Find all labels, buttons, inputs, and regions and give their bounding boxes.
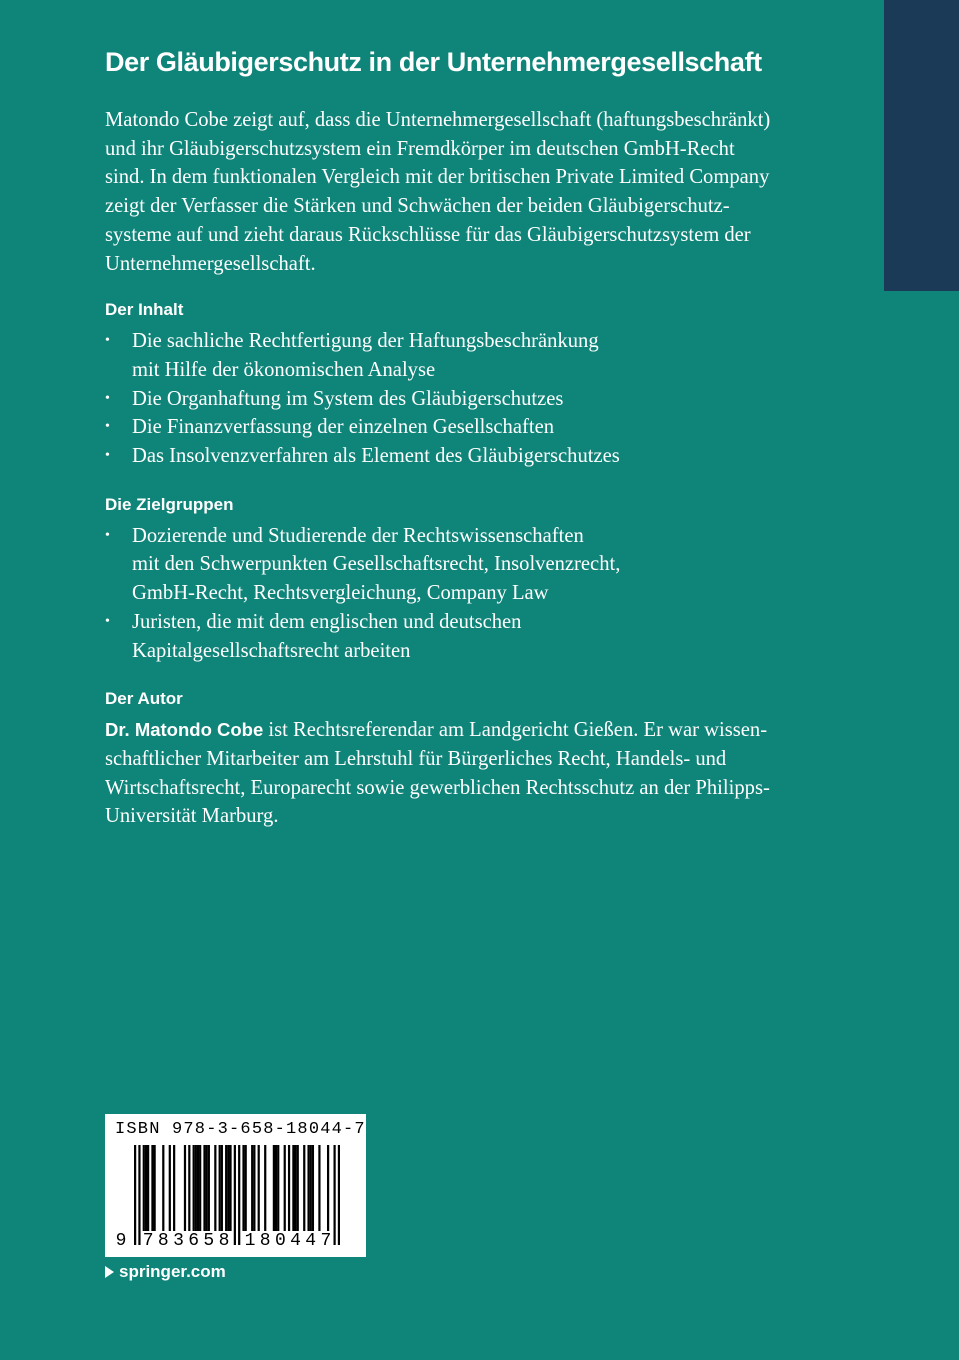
barcode-bar [203, 1145, 205, 1231]
barcode-bar [288, 1145, 290, 1231]
list-item: • Dozierende und Studierende der Rechtswissenschaften mit den Schwerpunkten Gesellschaftsrecht, Insolvenzrecht, GmbH-Recht, Rechtsvergleichung, Company Law [105, 522, 825, 608]
list-item: • Die sachliche Rechtfertigung der Haftungsbeschränkung mit Hilfe der ökonomischen Analyse [105, 327, 825, 384]
inhalt-list [105, 327, 825, 471]
barcode-bar [333, 1145, 335, 1245]
zielgruppen-list [105, 522, 825, 666]
barcode-bar [145, 1145, 147, 1231]
barcode-bar [147, 1145, 149, 1231]
book-title: Der Gläubigerschutz in der Unternehmergesellschaft [105, 47, 762, 77]
barcode-bar [173, 1145, 175, 1231]
barcode-digit: 8 [218, 1231, 230, 1251]
barcode-bar [214, 1145, 216, 1231]
barcode-digit: 7 [142, 1231, 154, 1251]
section-heading-autor: Der Autor [105, 689, 183, 709]
barcode-digit: 1 [244, 1231, 256, 1251]
barcode-bar [251, 1145, 253, 1231]
intro-paragraph: Matondo Cobe zeigt auf, dass die Unternehmergesellschaft (haftungsbeschränkt) und ihr Gläubigerschutzsystem ein Fremdkörper im deutschen GmbH-Recht sind. In dem funktionalen Vergleich mit der britischen Private Limited Company zeigt der Verfasser die Stärken und Schwächen der beiden Gläubigerschutz- systeme auf und zieht daraus Rückschlüsse für das Gläubigerschutzsystem der Unternehmergesellschaft. [105, 109, 771, 275]
barcode-bar [292, 1145, 294, 1231]
barcode-digit: 3 [173, 1231, 184, 1251]
barcode-bar [264, 1145, 266, 1231]
barcode-bar [154, 1145, 156, 1231]
barcode-bar [195, 1145, 197, 1231]
barcode-bar [338, 1145, 340, 1245]
section-heading-zielgruppen: Die Zielgruppen [105, 494, 234, 514]
barcode-bar [227, 1145, 229, 1231]
section-heading-inhalt: Der Inhalt [105, 300, 184, 320]
barcode-bar [193, 1145, 195, 1231]
barcode-bar [188, 1145, 190, 1231]
barcode-bar [294, 1145, 296, 1231]
author-bio-text: ist Rechtsreferendar am Landgericht Gießen. Er war wissen- schaftlicher Mitarbeiter am Lehrstuhl für Bürgerliches Recht, Handels- und Wirtschaftsrecht, Europarecht sowie gewerblichen Rechtsschutz an der Philipps- Universität Marburg. [105, 719, 770, 828]
author-name: Dr. Matondo Cobe [105, 719, 264, 741]
springer-link-text[interactable]: springer.com [119, 1262, 226, 1281]
barcode-bar [234, 1145, 236, 1245]
barcode-bar [184, 1145, 186, 1231]
barcode-bar [273, 1145, 275, 1231]
list-item: • Die Organhaftung im System des Gläubigerschutzes [105, 385, 825, 414]
barcode-bars [134, 1145, 340, 1245]
barcode-bar [242, 1145, 244, 1231]
barcode-digit: 8 [259, 1231, 271, 1251]
barcode-bar [221, 1145, 223, 1231]
barcode-bar [327, 1145, 329, 1231]
barcode-bar [197, 1145, 199, 1231]
bullet-icon: • [105, 448, 110, 464]
barcode-digit: 4 [290, 1231, 301, 1251]
barcode-digit: 5 [203, 1231, 215, 1251]
barcode-bar [206, 1145, 208, 1231]
barcode-bar [238, 1145, 240, 1245]
bullet-icon: • [105, 419, 110, 435]
barcode-bar [297, 1145, 299, 1231]
barcode-bar [225, 1145, 227, 1231]
barcode-bar [138, 1145, 140, 1245]
barcode-bar [310, 1145, 312, 1231]
barcode-digit: 7 [320, 1231, 332, 1251]
isbn-label: ISBN 978-3-658-18044-7 [115, 1120, 366, 1139]
bullet-icon: • [105, 527, 110, 543]
list-item: • Juristen, die mit dem englischen und deutschen Kapitalgesellschaftsrecht arbeiten [105, 608, 825, 665]
barcode-bar [169, 1145, 171, 1231]
barcode-digit: 9 [115, 1231, 127, 1251]
barcode-bar [258, 1145, 260, 1231]
barcode-digit: 6 [188, 1231, 199, 1251]
bullet-icon: • [105, 390, 110, 406]
bullet-icon: • [105, 333, 110, 349]
barcode-bar [162, 1145, 164, 1231]
barcode-digit: 4 [305, 1231, 317, 1251]
barcode-bar [143, 1145, 145, 1231]
list-item: • Die Finanzverfassung der einzelnen Gesellschaften [105, 413, 825, 442]
barcode-bar [303, 1145, 305, 1231]
author-bio [105, 716, 825, 831]
triangle-arrow-icon [105, 1266, 114, 1278]
bullet-icon: • [105, 613, 110, 629]
barcode-bar [219, 1145, 221, 1231]
isbn-barcode [105, 1114, 366, 1257]
barcode-bar [229, 1145, 231, 1231]
barcode-bar [151, 1145, 153, 1231]
barcode-bar [318, 1145, 320, 1231]
list-item: • Das Insolvenzverfahren als Element des Gläubigerschutzes [105, 442, 825, 471]
barcode-bar [134, 1145, 136, 1245]
barcode-bar [275, 1145, 277, 1231]
springer-link[interactable] [105, 1262, 226, 1282]
back-cover-content [105, 40, 825, 831]
barcode-bar [199, 1145, 201, 1231]
barcode-bar [312, 1145, 314, 1231]
barcode-bar [245, 1145, 247, 1231]
barcode-bar [208, 1145, 210, 1231]
barcode-digit: 8 [157, 1231, 169, 1251]
barcode-bar [284, 1145, 286, 1231]
barcode-bar [277, 1145, 279, 1231]
barcode-digit: 0 [274, 1231, 286, 1251]
corner-tab [884, 0, 959, 291]
barcode-bar [307, 1145, 309, 1231]
barcode-bar [253, 1145, 255, 1231]
